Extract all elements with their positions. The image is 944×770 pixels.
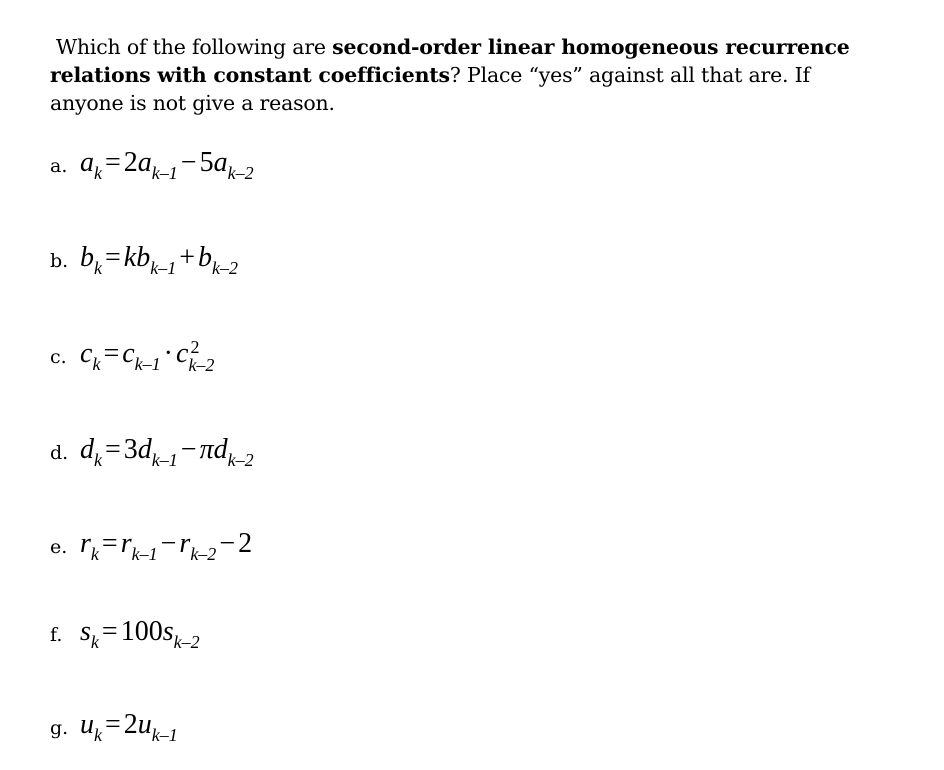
- t2-sup: 2: [190, 337, 200, 357]
- lhs-var: d: [80, 434, 94, 465]
- lhs-var: u: [80, 709, 94, 740]
- item-marker: a.: [50, 155, 68, 177]
- lhs-sub: k: [94, 258, 102, 278]
- operator: −: [219, 528, 236, 559]
- lhs-sub: k: [92, 354, 101, 374]
- item-marker: g.: [50, 717, 69, 739]
- question-line-1-bold: second-order linear homogeneous recurrence: [332, 35, 850, 59]
- t1-var: a: [137, 147, 152, 178]
- t2-var: c: [176, 338, 189, 369]
- equals-sign: =: [105, 242, 121, 273]
- t2-coef: 5: [199, 147, 214, 178]
- t1-var: c: [122, 338, 135, 369]
- t1-coef: 3: [123, 434, 138, 465]
- t1-var: s: [162, 616, 174, 647]
- t1-coef: 100: [120, 616, 163, 647]
- lhs-var: c: [80, 338, 93, 369]
- lhs-var: a: [80, 147, 94, 178]
- question-line-1: [50, 33, 870, 61]
- lhs-var: s: [80, 616, 91, 647]
- t3-const: 2: [238, 528, 253, 559]
- equals-sign: =: [103, 338, 120, 369]
- t1-var: b: [136, 242, 151, 273]
- lhs-sub: k: [94, 450, 102, 470]
- lhs-sub: k: [94, 163, 102, 183]
- t1-sub: k–1: [131, 544, 158, 564]
- t2-var: b: [198, 242, 213, 273]
- lhs-sub: k: [90, 632, 99, 652]
- question-text: [50, 33, 870, 117]
- question-line-3: anyone is not give a reason.: [50, 91, 335, 115]
- item-marker: f.: [50, 624, 63, 646]
- equals-sign: =: [105, 709, 121, 740]
- equals-sign: =: [105, 434, 121, 465]
- t2-var: a: [213, 147, 228, 178]
- question-line-2-bold: relations with constant coefficients: [50, 63, 450, 87]
- operator: −: [180, 147, 197, 178]
- operator: −: [160, 528, 177, 559]
- question-line-2-rest: ? Place “yes” against all that are. If: [449, 63, 810, 87]
- lhs-var: r: [80, 528, 91, 559]
- t2-sub: k–2: [212, 258, 239, 278]
- item-marker: e.: [50, 536, 68, 558]
- recurrence-equation-d: [80, 431, 254, 469]
- t1-coef: k: [123, 242, 137, 273]
- t1-var: u: [137, 709, 152, 740]
- t1-sub: k–1: [151, 163, 178, 183]
- t2-sub: k–2: [188, 355, 215, 375]
- lhs-sub: k: [90, 544, 99, 564]
- recurrence-equation-e: [80, 525, 252, 563]
- question-line-1-start: Which of the following are: [56, 35, 333, 59]
- t2-sub: k–2: [190, 544, 217, 564]
- question-line-2: [50, 61, 870, 89]
- t1-coef: 2: [123, 147, 138, 178]
- t1-var: r: [120, 528, 132, 559]
- recurrence-equation-a: [80, 144, 254, 182]
- t1-coef: 2: [123, 709, 138, 740]
- operator: +: [179, 242, 196, 273]
- dot-operator: ·: [163, 338, 173, 369]
- t1-sub: k–1: [134, 354, 161, 374]
- recurrence-equation-g: [80, 706, 178, 744]
- equals-sign: =: [101, 616, 118, 647]
- t1-sub: k–1: [151, 450, 178, 470]
- t2-var: d: [213, 434, 228, 465]
- recurrence-equation-c: [80, 335, 224, 373]
- t1-sub: k–1: [151, 725, 178, 745]
- recurrence-equation-b: [80, 239, 238, 277]
- item-marker: d.: [50, 442, 69, 464]
- recurrence-equation-f: [80, 613, 200, 651]
- pi-coef: π: [199, 434, 214, 465]
- t2-sub: k–2: [227, 450, 254, 470]
- t2-var: r: [179, 528, 191, 559]
- equals-sign: =: [101, 528, 118, 559]
- operator: −: [180, 434, 197, 465]
- item-marker: b.: [50, 250, 69, 272]
- t1-sub: k–2: [173, 632, 200, 652]
- item-marker: c.: [50, 346, 67, 368]
- t1-sub: k–1: [150, 258, 177, 278]
- lhs-sub: k: [94, 725, 102, 745]
- lhs-var: b: [80, 242, 94, 273]
- t1-var: d: [137, 434, 152, 465]
- t2-sub: k–2: [227, 163, 254, 183]
- equals-sign: =: [105, 147, 121, 178]
